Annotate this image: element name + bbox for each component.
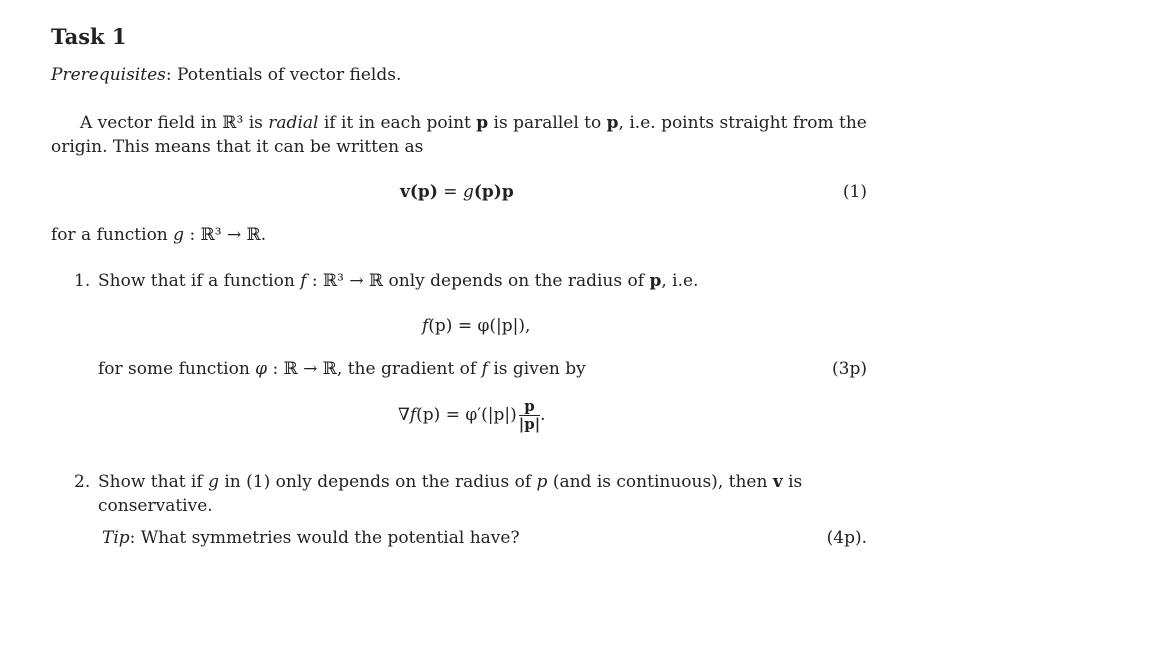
vector-p: p	[476, 113, 489, 133]
function-f: f	[422, 316, 429, 336]
variable-p: p	[536, 472, 548, 492]
intro-text: A vector field in	[80, 113, 223, 133]
text: (and is continuous), then	[547, 472, 773, 492]
item-1-line-2	[98, 359, 586, 379]
function-g: g	[208, 472, 219, 492]
vector-v: v	[772, 472, 783, 492]
item-1-line-1	[98, 271, 698, 291]
radial-term: radial	[268, 113, 319, 133]
text: for some function	[98, 359, 256, 379]
text: Show that if	[98, 472, 209, 492]
vector-p: p	[606, 113, 619, 133]
for-function-line	[51, 225, 266, 245]
function-f: f	[409, 405, 417, 425]
mapping: : ℝ³ → ℝ.	[184, 225, 267, 245]
text: in (1) only depends on the radius of	[218, 472, 537, 492]
item-2-line-1	[98, 472, 802, 492]
equation-1	[400, 182, 514, 202]
prerequisites-line	[51, 65, 401, 85]
eq-rest: (p) = φ(|p|),	[428, 316, 531, 336]
item-1-points: (3p)	[832, 359, 867, 379]
task-title: Task 1	[51, 24, 127, 49]
tip-line	[102, 528, 520, 548]
eq-arg: (p)	[473, 182, 502, 202]
function-g: g	[173, 225, 185, 245]
item-2-line-2: conservative.	[98, 496, 213, 516]
intro-text: is	[243, 113, 269, 133]
equation-number-1: (1)	[842, 182, 867, 202]
vector-v: v	[400, 182, 410, 202]
intro-text: is parallel to	[488, 113, 607, 133]
equation-gradient	[398, 398, 546, 433]
vector-p: p	[649, 271, 662, 291]
nabla-symbol: ∇	[398, 405, 410, 425]
item-1-number: 1.	[74, 271, 91, 291]
prerequisites-label: Prerequisites	[51, 65, 166, 85]
function-f: f	[481, 359, 488, 379]
intro-line-2: origin. This means that it can be written as	[51, 137, 424, 157]
set-r3: ℝ³	[222, 113, 244, 133]
vector-p: p	[501, 182, 514, 202]
text: for a function	[51, 225, 174, 245]
fraction-numerator: p	[519, 398, 540, 416]
tip-label: Tip	[102, 528, 130, 548]
function-f: f	[300, 271, 307, 291]
item-2-points: (4p).	[826, 528, 867, 548]
eq-arg: (p)	[409, 182, 438, 202]
function-g: g	[462, 182, 474, 202]
text: : ℝ³ → ℝ only depends on the radius of	[306, 271, 650, 291]
fraction-denominator: |p|	[518, 415, 541, 433]
intro-line-1	[80, 113, 867, 133]
equals-sign: =	[437, 182, 463, 202]
text: is given by	[487, 359, 586, 379]
text: is	[782, 472, 803, 492]
period: .	[540, 405, 546, 425]
text: Show that if a function	[98, 271, 301, 291]
text: , i.e.	[661, 271, 699, 291]
tip-text: : What symmetries would the potential have?	[129, 528, 520, 548]
intro-text: , i.e. points straight from the	[618, 113, 867, 133]
prerequisites-colon: :	[165, 65, 172, 85]
item-2-number: 2.	[74, 472, 91, 492]
fraction	[519, 398, 540, 433]
function-phi: φ	[255, 359, 268, 379]
eq-rest: (p) = φ′(|p|)	[416, 405, 517, 425]
intro-text: if it in each point	[318, 113, 477, 133]
prerequisites-text: Potentials of vector fields.	[177, 65, 402, 85]
text: : ℝ → ℝ, the gradient of	[267, 359, 482, 379]
equation-f	[422, 316, 530, 336]
